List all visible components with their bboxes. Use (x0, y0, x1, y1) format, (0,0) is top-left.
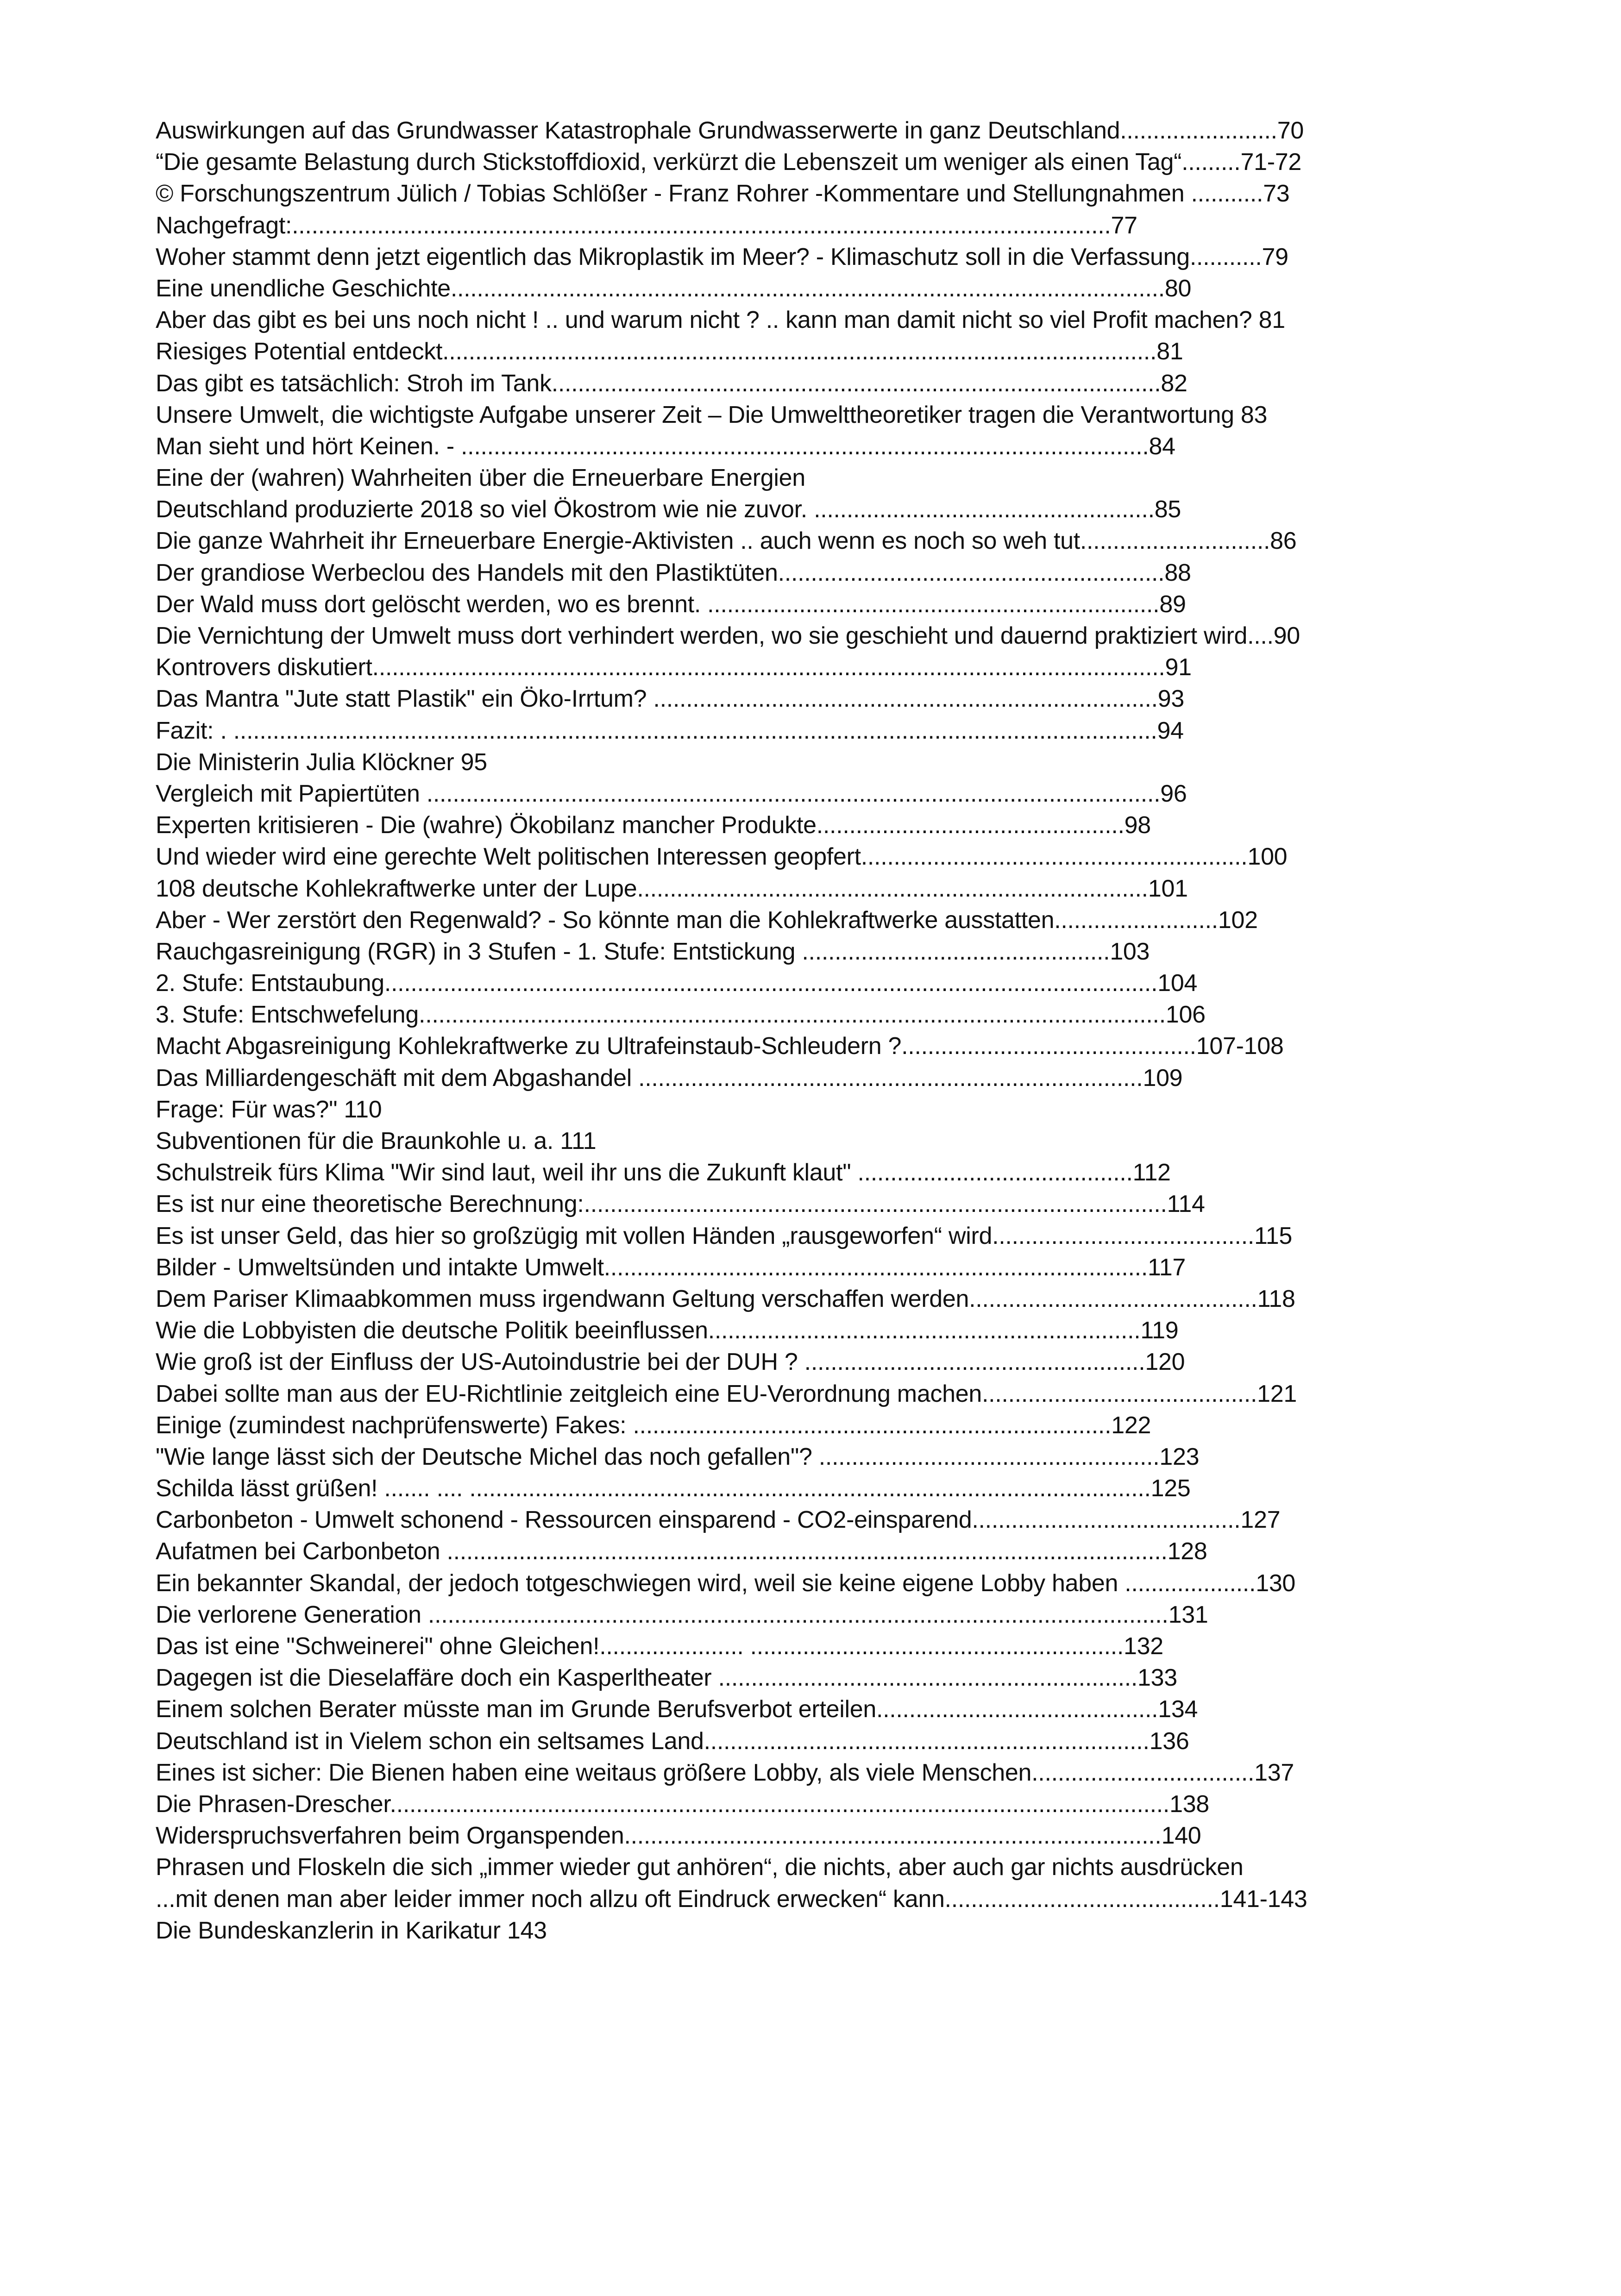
table-of-contents (156, 115, 1473, 1946)
toc-entry: Frage: Für was?" 110 (156, 1096, 382, 1123)
toc-entry: Man sieht und hört Keinen. - .........................................................................................................84 (156, 433, 1175, 460)
toc-entry: Fazit: . .............................................................................................................................................94 (156, 717, 1184, 744)
toc-entry: Subventionen für die Braunkohle u. a. 111 (156, 1128, 597, 1154)
toc-entry: 108 deutsche Kohlekraftwerke unter der Lupe..............................................................................101 (156, 875, 1188, 902)
toc-entry: Phrasen und Floskeln die sich „immer wieder gut anhören“, die nichts, aber auch gar nichts ausdrücken (156, 1854, 1244, 1881)
toc-entry: Schilda lässt grüßen! ....... .... ........................................................................................................125 (156, 1475, 1191, 1502)
toc-entry: "Wie lange lässt sich der Deutsche Michel das noch gefallen"? ....................................................123 (156, 1443, 1200, 1470)
toc-entry: Das Milliardengeschäft mit dem Abgashandel .............................................................................109 (156, 1064, 1183, 1092)
toc-entry: Bilder - Umweltsünden und intakte Umwelt...................................................................................117 (156, 1254, 1186, 1281)
toc-entry: Experten kritisieren - Die (wahre) Ökobilanz mancher Produkte...............................................98 (156, 812, 1151, 839)
toc-entry: Aber das gibt es bei uns noch nicht ! .. und warum nicht ? .. kann man damit nicht so viel Profit machen? 81 (156, 307, 1285, 334)
toc-entry: Eine der (wahren) Wahrheiten über die Erneuerbare Energien (156, 464, 805, 492)
toc-entry: Riesiges Potential entdeckt.............................................................................................................81 (156, 338, 1183, 365)
toc-entry: 3. Stufe: Entschwefelung..................................................................................................................106 (156, 1001, 1206, 1029)
toc-entry: Aber - Wer zerstört den Regenwald? - So könnte man die Kohlekraftwerke ausstatten.........................102 (156, 906, 1258, 934)
toc-entry: Einem solchen Berater müsste man im Grunde Berufsverbot erteilen...........................................134 (156, 1696, 1198, 1723)
toc-entry: Die Phrasen-Drescher.......................................................................................................................138 (156, 1790, 1209, 1818)
toc-entry: Die Vernichtung der Umwelt muss dort verhindert werden, wo sie geschieht und dauernd praktiziert wird....90 (156, 622, 1300, 649)
toc-entry: Aufatmen bei Carbonbeton ..............................................................................................................128 (156, 1538, 1207, 1565)
toc-entry: Auswirkungen auf das Grundwasser Katastrophale Grundwasserwerte in ganz Deutschland........................70 (156, 117, 1304, 144)
toc-entry: Dabei sollte man aus der EU-Richtlinie zeitgleich eine EU-Verordnung machen..........................................121 (156, 1380, 1297, 1407)
toc-entry: Der grandiose Werbeclou des Handels mit den Plastiktüten...........................................................88 (156, 559, 1191, 586)
toc-entry: Dagegen ist die Dieselaffäre doch ein Kasperltheater ................................................................133 (156, 1664, 1177, 1692)
toc-entry: Eines ist sicher: Die Bienen haben eine weitaus größere Lobby, als viele Menschen..................................137 (156, 1759, 1294, 1786)
toc-entry: 2. Stufe: Entstaubung......................................................................................................................104 (156, 970, 1198, 997)
toc-entry: Rauchgasreinigung (RGR) in 3 Stufen - 1. Stufe: Entstickung ...............................................103 (156, 938, 1150, 965)
toc-entry: © Forschungszentrum Jülich / Tobias Schlößer - Franz Rohrer -Kommentare und Stellungnahmen ...........73 (156, 180, 1290, 207)
toc-entry: Die verlorene Generation .................................................................................................................131 (156, 1601, 1208, 1628)
toc-entry: Unsere Umwelt, die wichtigste Aufgabe unserer Zeit – Die Umwelttheoretiker tragen die Verantwortung 83 (156, 401, 1268, 428)
toc-entry: Eine unendliche Geschichte.............................................................................................................80 (156, 275, 1192, 302)
toc-entry: Dem Pariser Klimaabkommen muss irgendwann Geltung verschaffen werden............................................118 (156, 1285, 1295, 1312)
toc-entry: “Die gesamte Belastung durch Stickstoffdioxid, verkürzt die Lebenszeit um weniger als einen Tag“.........71-72 (156, 149, 1301, 176)
toc-entry: Die Ministerin Julia Klöckner 95 (156, 748, 487, 776)
toc-entry: Deutschland produzierte 2018 so viel Ökostrom wie nie zuvor. ....................................................85 (156, 496, 1181, 523)
toc-entry: Das ist eine "Schweinerei" ohne Gleichen!...................... .........................................................132 (156, 1633, 1163, 1660)
toc-entry: Die ganze Wahrheit ihr Erneuerbare Energie-Aktivisten .. auch wenn es noch so weh tut.............................86 (156, 527, 1297, 555)
toc-entry: Es ist unser Geld, das hier so großzügig mit vollen Händen „rausgeworfen“ wird........................................115 (156, 1222, 1292, 1249)
toc-entry: Das Mantra "Jute statt Plastik" ein Öko-Irrtum? .............................................................................93 (156, 685, 1185, 713)
toc-entry: Einige (zumindest nachprüfenswerte) Fakes: .........................................................................122 (156, 1411, 1151, 1439)
toc-entry: Vergleich mit Papiertüten ................................................................................................................96 (156, 780, 1187, 807)
toc-entry: Die Bundeskanzlerin in Karikatur 143 (156, 1917, 547, 1944)
toc-entry: Woher stammt denn jetzt eigentlich das Mikroplastik im Meer? - Klimaschutz soll in die Verfassung...........79 (156, 243, 1288, 270)
toc-entry: Es ist nur eine theoretische Berechnung:.........................................................................................114 (156, 1191, 1205, 1218)
toc-entry: Widerspruchsverfahren beim Organspenden..................................................................................140 (156, 1822, 1201, 1850)
toc-entry: Der Wald muss dort gelöscht werden, wo es brennt. .....................................................................89 (156, 590, 1186, 618)
toc-entry: Nachgefragt:.............................................................................................................................77 (156, 212, 1137, 239)
toc-entry: ...mit denen man aber leider immer noch allzu oft Eindruck erwecken“ kann..........................................141-143 (156, 1885, 1307, 1913)
toc-entry: Deutschland ist in Vielem schon ein seltsames Land....................................................................136 (156, 1727, 1189, 1755)
toc-entry: Carbonbeton - Umwelt schonend - Ressourcen einsparend - CO2-einsparend.........................................127 (156, 1506, 1281, 1534)
toc-entry: Und wieder wird eine gerechte Welt politischen Interessen geopfert...........................................................100 (156, 843, 1288, 871)
toc-entry: Wie groß ist der Einfluss der US-Autoindustrie bei der DUH ? ....................................................120 (156, 1349, 1185, 1376)
toc-entry: Das gibt es tatsächlich: Stroh im Tank.............................................................................................82 (156, 370, 1187, 397)
toc-entry: Wie die Lobbyisten die deutsche Politik beeinflussen..................................................................119 (156, 1317, 1179, 1344)
toc-entry: Schulstreik fürs Klima "Wir sind laut, weil ihr uns die Zukunft klaut" ..........................................112 (156, 1159, 1171, 1186)
toc-entry: Kontrovers diskutiert.........................................................................................................................91 (156, 654, 1192, 681)
toc-entry: Ein bekannter Skandal, der jedoch totgeschwiegen wird, weil sie keine eigene Lobby haben ....................130 (156, 1569, 1296, 1597)
toc-entry: Macht Abgasreinigung Kohlekraftwerke zu Ultrafeinstaub-Schleudern ?.............................................107-108 (156, 1033, 1284, 1060)
